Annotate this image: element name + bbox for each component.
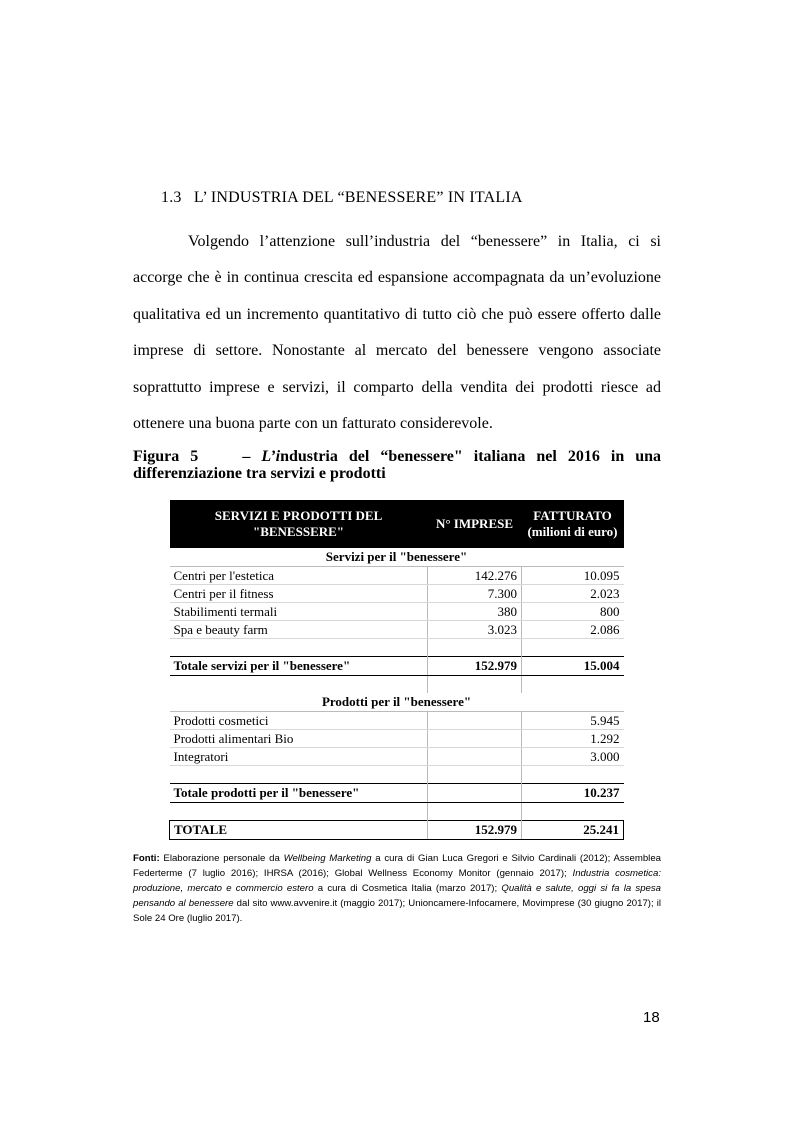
header-category: SERVIZI E PRODOTTI DEL "BENESSERE" — [170, 500, 428, 548]
sources-text: dal sito www.avvenire.it (maggio 2017); Unioncamere-Infocamere, Movimprese (30 giugno 2017); il Sole 24 Ore (luglio 2017). — [133, 898, 661, 924]
row-fatturato: 2.023 — [522, 585, 624, 603]
row-imprese: 3.023 — [428, 621, 522, 639]
row-name: Integratori — [170, 748, 428, 766]
grand-total-name: TOTALE — [170, 821, 428, 840]
figure-title-italic: L’i — [261, 448, 281, 465]
figure-title: ndustria del “benessere" italiana nel 2016 in una differenziazione tra servizi e prodotti — [133, 448, 662, 482]
sources-italic: Industria cosmetica: produzione, mercato e commercio estero — [133, 868, 661, 894]
sources-italic: Wellbeing Marketing — [283, 853, 372, 864]
table-row — [170, 748, 624, 766]
figure-dash: – — [242, 448, 251, 465]
row-name: Prodotti alimentari Bio — [170, 730, 428, 748]
services-section-title: Servizi per il "benessere" — [170, 548, 624, 567]
sources-text: Elaborazione personale da — [159, 853, 284, 864]
section-number: 1.3 — [161, 189, 182, 206]
sources-note — [133, 851, 661, 926]
total-fatturato: 10.237 — [522, 784, 624, 803]
row-fatturato: 800 — [522, 603, 624, 621]
row-fatturato: 10.095 — [522, 567, 624, 585]
products-section-title: Prodotti per il "benessere" — [170, 693, 624, 712]
row-name: Stabilimenti termali — [170, 603, 428, 621]
blank-row — [170, 676, 624, 694]
services-total-row — [170, 657, 624, 676]
figure-caption — [133, 448, 661, 482]
grand-total-imprese: 152.979 — [428, 821, 522, 840]
total-fatturato: 15.004 — [522, 657, 624, 676]
sources-text: a cura di Gian Luca Gregori e Silvio Cardinali (2012); Assemblea Federterme (7 luglio 2016); IHRSA (2016); Global Wellness Economy Monitor (gennaio 2017); — [133, 853, 661, 879]
table-row — [170, 712, 624, 730]
sources-text: a cura di Cosmetica Italia (marzo 2017); — [313, 883, 502, 894]
table-row — [170, 585, 624, 603]
products-total-row — [170, 784, 624, 803]
row-imprese — [428, 730, 522, 748]
body-paragraph: Volgendo l’attenzione sull’industria del “benessere” in Italia, ci si accorge che è in continua crescita ed espansione accompagnata da un’evoluzione qualitativa ed un incremento quantitativo di tutto ciò che può essere offerto dalle imprese di settore. Nonostante al mercato del benessere vengono associate soprattutto imprese e servizi, il comparto della vendita dei prodotti riesce ad ottenere una buona parte con un fatturato considerevole. — [133, 233, 661, 433]
row-name: Centri per l'estetica — [170, 567, 428, 585]
sources-label: Fonti: — [133, 853, 160, 864]
row-imprese — [428, 712, 522, 730]
section-heading — [161, 189, 523, 207]
section-title: L’ INDUSTRIA DEL “BENESSERE” IN ITALIA — [193, 189, 523, 206]
row-imprese — [428, 748, 522, 766]
total-imprese — [428, 784, 522, 803]
grand-total-fatturato: 25.241 — [522, 821, 624, 840]
row-name: Centri per il fitness — [170, 585, 428, 603]
blank-row — [170, 639, 624, 657]
row-imprese: 380 — [428, 603, 522, 621]
total-name: Totale servizi per il "benessere" — [170, 657, 428, 676]
row-fatturato: 2.086 — [522, 621, 624, 639]
figure-label: Figura 5 — [133, 448, 199, 465]
header-imprese: N° IMPRESE — [428, 500, 522, 548]
row-fatturato: 3.000 — [522, 748, 624, 766]
page-number: 18 — [643, 1009, 660, 1026]
row-fatturato: 5.945 — [522, 712, 624, 730]
total-imprese: 152.979 — [428, 657, 522, 676]
table-row — [170, 730, 624, 748]
table-row — [170, 603, 624, 621]
row-name: Prodotti cosmetici — [170, 712, 428, 730]
sources-italic: Qualità e salute, oggi si fa la spesa pensando al benessere — [133, 883, 661, 909]
blank-row — [170, 766, 624, 784]
grand-total-row — [170, 821, 624, 840]
header-fatturato: FATTURATO (milioni di euro) — [522, 500, 624, 548]
table-row — [170, 567, 624, 585]
row-fatturato: 1.292 — [522, 730, 624, 748]
table-row — [170, 621, 624, 639]
row-imprese: 7.300 — [428, 585, 522, 603]
row-name: Spa e beauty farm — [170, 621, 428, 639]
blank-row — [170, 803, 624, 821]
row-imprese: 142.276 — [428, 567, 522, 585]
wellness-industry-table — [169, 500, 624, 840]
total-name: Totale prodotti per il "benessere" — [170, 784, 428, 803]
